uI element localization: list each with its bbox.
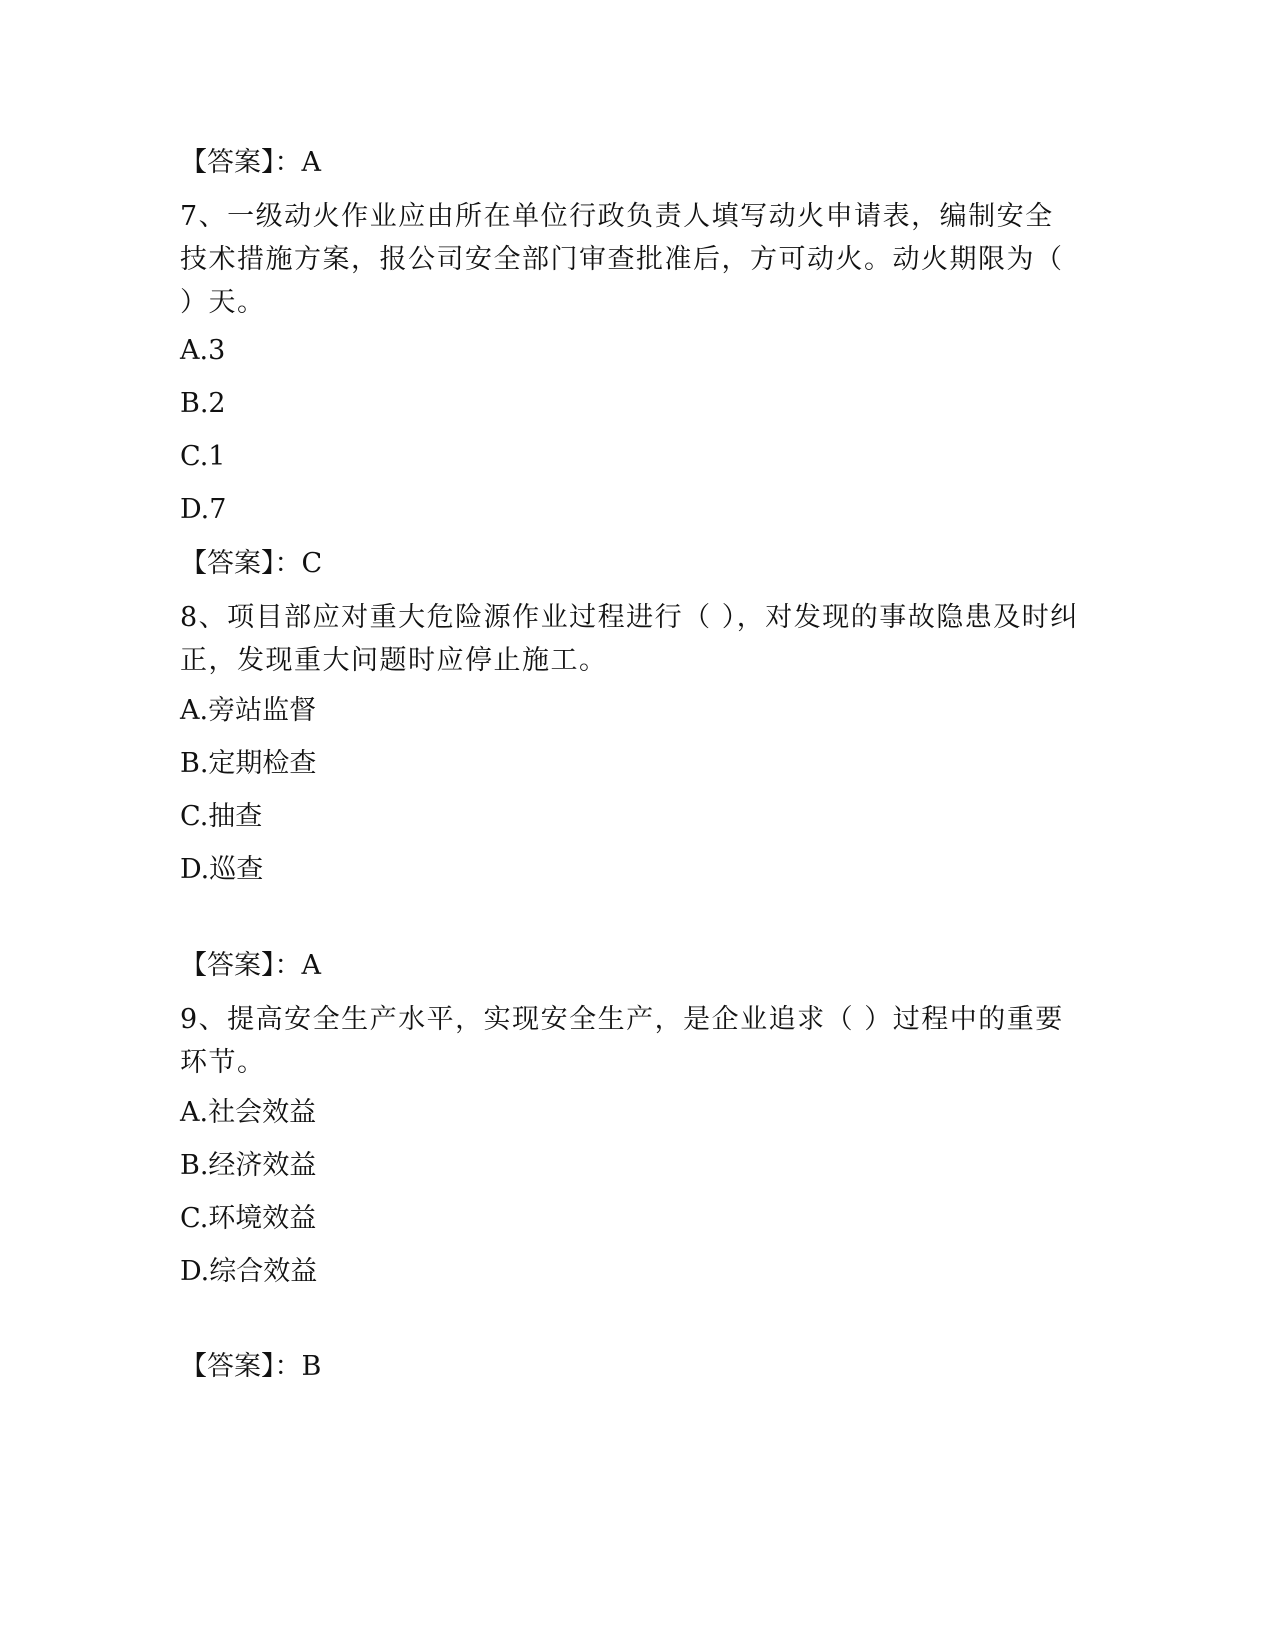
- answer-line: [180, 546, 322, 582]
- answer-label: 【答案】：: [180, 950, 302, 981]
- answer-value: A: [301, 147, 321, 178]
- question-7-option-c: C.1: [180, 441, 226, 472]
- answer-line: [180, 145, 321, 181]
- question-8-option-c: C.抽查: [180, 801, 263, 832]
- answer-line: [180, 1349, 321, 1385]
- question-7-option-a: A.3: [180, 335, 226, 366]
- question-8-option-b: B.定期检查: [180, 748, 317, 779]
- question-7-option-d: D.7: [180, 494, 227, 525]
- question-7-option-b: B.2: [180, 388, 226, 419]
- question-8-text: 8、项目部应对重大危险源作业过程进行（ ），对发现的事故隐患及时纠正，发现重大问题时应停止施工。: [180, 602, 1079, 676]
- answer-value: A: [301, 950, 321, 981]
- question-7-text: 7、一级动火作业应由所在单位行政负责人填写动火申请表，编制安全技术措施方案，报公司安全部门审查批准后，方可动火。动火期限为（ ）天。: [180, 201, 1121, 318]
- answer-label: 【答案】：: [180, 548, 302, 579]
- answer-line: [180, 948, 321, 984]
- question-8-option-a: A.旁站监督: [180, 695, 317, 726]
- answer-label: 【答案】：: [180, 1351, 302, 1382]
- question-9-text: 9、提高安全生产水平，实现安全生产，是企业追求（ ）过程中的重要环节。: [180, 1004, 1064, 1078]
- question-9-option-b: B.经济效益: [180, 1150, 317, 1181]
- question-9-option-c: C.环境效益: [180, 1203, 317, 1234]
- question-9-option-d: D.综合效益: [180, 1256, 318, 1287]
- answer-label: 【答案】：: [180, 147, 302, 178]
- question-9-option-a: A.社会效益: [180, 1097, 317, 1128]
- answer-value: B: [301, 1351, 322, 1382]
- question-8-option-d: D.巡查: [180, 854, 264, 885]
- answer-value: C: [301, 548, 323, 579]
